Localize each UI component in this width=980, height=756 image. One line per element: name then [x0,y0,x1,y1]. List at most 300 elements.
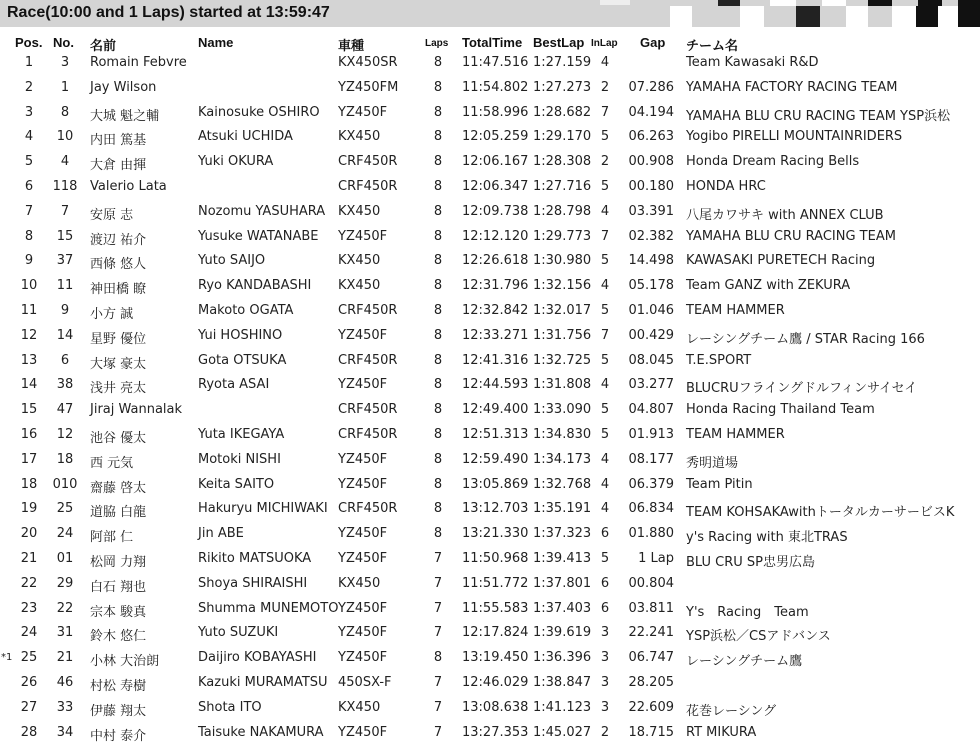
in-lap: 6 [600,600,610,616]
in-lap: 2 [600,154,610,170]
best-lap: 1:35.191 [533,501,592,517]
best-lap: 1:39.413 [533,551,592,566]
position: 8 [24,228,34,244]
laps: 8 [433,650,443,666]
title-bar [0,0,980,27]
position: 11 [20,303,38,318]
total-time: 12:31.796 [462,278,529,294]
gap: 22.241 [628,625,674,641]
rider-name: Yui HOSHINO [198,327,283,343]
position: 18 [20,476,38,492]
total-time: 12:26.618 [462,253,529,269]
bike-number: 01 [56,551,74,566]
total-time: 12:49.400 [462,402,529,418]
table-row [0,229,980,254]
rider-name: Yuki OKURA [198,154,274,170]
machine: KX450 [338,129,381,145]
gap: 06.747 [628,650,674,666]
best-lap: 1:32.017 [533,303,592,318]
best-lap: 1:29.773 [533,228,592,244]
machine: YZ450F [338,228,388,244]
best-lap: 1:41.123 [533,699,592,715]
laps: 8 [433,427,443,442]
best-lap: 1:34.173 [533,451,592,467]
table-row [0,129,980,154]
laps: 8 [433,228,443,244]
position: 14 [20,377,38,393]
machine: KX450SR [338,55,398,70]
gap: 22.609 [628,699,674,715]
bike-number: 38 [56,377,74,393]
table-row [0,278,980,303]
rider-name: Keita SAITO [198,476,275,492]
position: 4 [24,129,34,145]
machine: YZ450F [338,377,388,393]
in-lap: 4 [600,451,610,467]
team-name: YAMAHA FACTORY RACING TEAM [686,79,898,95]
rider-name: Yusuke WATANABE [198,228,319,244]
header-inlap: InLap [591,38,618,49]
rider-name: Jin ABE [198,526,244,542]
bike-number: 18 [56,451,74,467]
rider-name-jp: 中村 泰介 [90,728,147,744]
table-row [0,427,980,452]
gap: 07.286 [628,79,674,95]
best-lap: 1:31.808 [533,377,592,393]
rider-name-jp: 道脇 白龍 [90,505,147,521]
in-lap: 5 [600,402,610,418]
total-time: 11:50.968 [462,551,529,566]
position: 23 [20,600,38,616]
total-time: 11:47.516 [462,55,529,70]
rider-name-jp: Jay Wilson [90,79,157,95]
laps: 8 [433,526,443,542]
in-lap: 4 [600,377,610,393]
position: 25 [20,650,38,666]
in-lap: 7 [600,228,610,244]
position: 2 [24,79,34,95]
header-name: Name [198,35,234,50]
best-lap: 1:37.801 [533,575,592,591]
gap: 01.046 [628,303,674,318]
table-row [0,452,980,477]
laps: 7 [433,724,443,740]
gap: 06.379 [628,476,674,492]
best-lap: 1:28.308 [533,154,592,170]
position: 17 [20,451,38,467]
team-name: 花巻レーシング [686,703,777,719]
bike-number: 24 [56,526,74,542]
header-gap: Gap [640,35,666,50]
in-lap: 5 [600,303,610,318]
rider-name-jp: 小林 大治朗 [90,654,160,670]
team-name: Team GANZ with ZEKURA [686,278,851,294]
laps: 8 [433,501,443,517]
best-lap: 1:36.396 [533,650,592,666]
gap: 00.429 [628,327,674,343]
gap: 01.913 [628,427,674,442]
table-row [0,179,980,204]
gap: 1 Lap [638,551,674,566]
position: 20 [20,526,38,542]
best-lap: 1:33.090 [533,402,592,418]
gap: 00.180 [628,179,674,194]
total-time: 12:12.120 [462,228,529,244]
position: 28 [20,724,38,740]
header-pos: Pos. [15,35,43,50]
gap: 05.178 [628,278,674,294]
rider-name-jp: 齋藤 啓太 [90,480,147,496]
table-row [0,576,980,601]
rider-name-jp: 阿部 仁 [90,530,134,546]
rider-name-jp: 内田 篤基 [90,133,147,149]
gap: 00.804 [628,575,674,591]
machine: KX450 [338,575,381,591]
best-lap: 1:39.619 [533,625,592,641]
best-lap: 1:28.682 [533,104,592,120]
total-time: 11:58.996 [462,104,529,120]
team-name: BLUCRUフライングドルフィンサイセイ [686,381,918,397]
bike-number: 9 [60,303,70,318]
bike-number: 25 [56,501,74,517]
team-name: y's Racing with 東北TRAS [686,530,848,546]
rider-name: Ryota ASAI [198,377,270,393]
total-time: 12:06.347 [462,179,529,194]
table-row [0,377,980,402]
team-name: Team Pitin [686,476,753,492]
best-lap: 1:32.768 [533,476,592,492]
table-row [0,55,980,80]
bike-number: 46 [56,675,74,690]
in-lap: 4 [600,55,610,70]
header-total-time: TotalTime [462,35,523,50]
team-name: レーシングチーム鷹 / STAR Racing 166 [686,331,925,347]
bike-number: 4 [60,154,70,170]
bike-number: 22 [56,600,74,616]
rider-name: Shoya SHIRAISHI [198,575,308,591]
rider-name-jp: 松岡 力翔 [90,555,147,570]
team-name: T.E.SPORT [686,352,752,368]
table-header [0,35,980,55]
total-time: 11:55.583 [462,600,529,616]
table-row [0,328,980,353]
bike-number: 10 [56,129,74,145]
team-name: RT MIKURA [686,724,757,740]
table-row [0,402,980,427]
machine: CRF450R [338,154,398,170]
gap: 03.277 [628,377,674,393]
position: 10 [20,278,38,294]
position: 9 [24,253,34,269]
best-lap: 1:34.830 [533,427,592,442]
machine: KX450 [338,278,381,294]
bike-number: 7 [60,203,70,219]
best-lap: 1:32.725 [533,352,592,368]
total-time: 12:51.313 [462,427,529,442]
row-mark: *1 [1,652,13,664]
rider-name-jp: 西條 悠人 [90,257,147,273]
best-lap: 1:37.403 [533,600,592,616]
position: 24 [20,625,38,641]
rider-name: Hakuryu MICHIWAKI [198,501,328,517]
machine: YZ450F [338,526,388,542]
laps: 8 [433,377,443,393]
table-row [0,253,980,278]
table-row [0,204,980,229]
laps: 8 [433,55,443,70]
team-name: BLU CRU SP忠男広島 [686,555,816,570]
rider-name-jp: 浅井 亮太 [90,381,147,397]
table-row [0,80,980,105]
rider-name: Shota ITO [198,699,262,715]
gap: 01.880 [628,526,674,542]
rider-name-jp: 大倉 由揮 [90,158,147,174]
position: 5 [24,154,34,170]
machine: YZ450F [338,476,388,492]
table-row [0,625,980,650]
in-lap: 4 [600,476,610,492]
team-name: TEAM KOHSAKAwithトータルカーサービスK [686,505,955,521]
rider-name-jp: Romain Febvre [90,55,187,70]
rider-name: Kainosuke OSHIRO [198,104,320,120]
table-row [0,501,980,526]
in-lap: 5 [600,179,610,194]
position: 3 [24,104,34,120]
gap: 08.177 [628,451,674,467]
rider-name: Makoto OGATA [198,303,294,318]
total-time: 12:09.738 [462,203,529,219]
team-name: レーシングチーム鷹 [686,654,803,670]
table-row [0,551,980,576]
team-name: 八尾カワサキ with ANNEX CLUB [686,207,884,223]
rider-name-jp: 西 元気 [90,455,134,471]
in-lap: 3 [600,699,610,715]
total-time: 11:54.802 [462,79,529,95]
total-time: 13:08.638 [462,699,529,715]
laps: 8 [433,402,443,418]
gap: 04.194 [628,104,674,120]
team-name: TEAM HAMMER [686,427,785,442]
machine: CRF450R [338,179,398,194]
rider-name: Ryo KANDABASHI [198,278,312,294]
bike-number: 33 [56,699,74,715]
total-time: 12:17.824 [462,625,529,641]
machine: KX450 [338,203,381,219]
gap: 14.498 [628,253,674,269]
table-row [0,303,980,328]
rider-name-jp: 星野 優位 [90,331,147,347]
bike-number: 8 [60,104,70,120]
bike-number: 34 [56,724,74,740]
rider-name-jp: 宗本 駿真 [90,604,147,620]
total-time: 13:27.353 [462,724,529,740]
machine: KX450 [338,253,381,269]
gap: 06.263 [628,129,674,145]
team-name: Honda Dream Racing Bells [686,154,860,170]
position: 15 [20,402,38,418]
total-time: 12:59.490 [462,451,529,467]
machine: YZ450F [338,327,388,343]
header-laps: Laps [425,38,449,49]
in-lap: 5 [600,253,610,269]
bike-number: 1 [60,79,70,95]
table-row [0,154,980,179]
total-time: 13:12.703 [462,501,529,517]
bike-number: 21 [56,650,74,666]
gap: 08.045 [628,352,674,368]
bike-number: 37 [56,253,74,269]
in-lap: 2 [600,79,610,95]
in-lap: 5 [600,551,610,566]
best-lap: 1:45.027 [533,724,592,740]
table-row [0,675,980,700]
table-row [0,477,980,502]
in-lap: 4 [600,278,610,294]
rider-name-jp: 渡辺 祐介 [90,232,147,248]
table-row [0,353,980,378]
gap: 03.391 [628,203,674,219]
laps: 7 [433,625,443,641]
position: 6 [24,179,34,194]
best-lap: 1:27.159 [533,55,592,70]
laps: 8 [433,154,443,170]
rider-name-jp: Valerio Lata [90,179,167,194]
best-lap: 1:31.756 [533,327,592,343]
team-name: Honda Racing Thailand Team [686,402,875,418]
best-lap: 1:27.273 [533,79,592,95]
team-name: YSP浜松／CSアドバンス [686,629,831,645]
team-name: 秀明道場 [686,455,739,471]
bike-number: 6 [60,352,70,368]
gap: 03.811 [628,600,674,616]
table-row [0,650,980,675]
total-time: 12:41.316 [462,352,529,368]
header-team: チーム名 [686,38,739,53]
bike-number: 12 [56,427,74,442]
total-time: 12:33.271 [462,327,529,343]
in-lap: 3 [600,625,610,641]
gap: 06.834 [628,501,674,517]
machine: CRF450R [338,352,398,368]
rider-name: Yuto SAIJO [198,253,266,269]
total-time: 11:51.772 [462,575,529,591]
rider-name-jp: 大城 魁之輔 [90,108,160,124]
checkered-flag-icon [600,0,980,27]
rider-name-jp: 安原 志 [90,207,134,223]
header-best-lap: BestLap [533,35,585,50]
team-name: YAMAHA BLU CRU RACING TEAM YSP浜松 [686,108,951,124]
machine: YZ450F [338,551,388,566]
gap: 02.382 [628,228,674,244]
in-lap: 4 [600,203,610,219]
best-lap: 1:38.847 [533,675,592,690]
bike-number: 29 [56,575,74,591]
table-row [0,700,980,725]
rider-name: Shumma MUNEMOTO [198,600,339,616]
bike-number: 11 [56,278,74,294]
best-lap: 1:30.980 [533,253,592,269]
in-lap: 7 [600,104,610,120]
team-name: Yogibo PIRELLI MOUNTAINRIDERS [686,129,903,145]
machine: YZ450F [338,104,388,120]
bike-number: 010 [52,476,78,492]
best-lap: 1:32.156 [533,278,592,294]
gap: 04.807 [628,402,674,418]
rider-name-jp: 大塚 豪太 [90,356,147,372]
laps: 8 [433,327,443,343]
table-row [0,725,980,750]
machine: CRF450R [338,427,398,442]
rider-name-jp: Jiraj Wannalak [90,402,183,418]
in-lap: 5 [600,129,610,145]
total-time: 13:19.450 [462,650,529,666]
laps: 8 [433,253,443,269]
laps: 8 [433,179,443,194]
rider-name: Kazuki MURAMATSU [198,675,328,690]
rider-name-jp: 神田橋 瞭 [90,282,147,298]
laps: 8 [433,352,443,368]
laps: 7 [433,575,443,591]
laps: 7 [433,699,443,715]
rider-name: Yuta IKEGAYA [198,427,285,442]
laps: 8 [433,476,443,492]
machine: KX450 [338,699,381,715]
rider-name: Atsuki UCHIDA [198,129,293,145]
best-lap: 1:29.170 [533,129,592,145]
rider-name-jp: 村松 寿樹 [90,679,147,694]
machine: YZ450F [338,600,388,616]
total-time: 13:05.869 [462,476,529,492]
team-name: Team Kawasaki R&D [686,55,819,70]
best-lap: 1:27.716 [533,179,592,194]
rider-name: Taisuke NAKAMURA [198,724,324,740]
team-name: HONDA HRC [686,179,766,194]
bike-number: 15 [56,228,74,244]
rider-name: Yuto SUZUKI [198,625,279,641]
machine: 450SX-F [338,675,392,690]
gap: 28.205 [628,675,674,690]
total-time: 12:32.842 [462,303,529,318]
header-machine: 車種 [338,38,365,53]
table-row [0,526,980,551]
machine: CRF450R [338,303,398,318]
position: 12 [20,327,38,343]
table-row [0,105,980,130]
gap: 00.908 [628,154,674,170]
total-time: 12:05.259 [462,129,529,145]
position: 16 [20,427,38,442]
position: 21 [20,551,38,566]
position: 19 [20,501,38,517]
rider-name: Nozomu YASUHARA [198,203,326,219]
laps: 8 [433,451,443,467]
total-time: 12:46.029 [462,675,529,690]
team-name: KAWASAKI PURETECH Racing [686,253,876,269]
in-lap: 2 [600,724,610,740]
total-time: 12:06.167 [462,154,529,170]
laps: 7 [433,600,443,616]
rider-name-jp: 池谷 優太 [90,431,147,446]
position: 26 [20,675,38,690]
in-lap: 5 [600,427,610,442]
machine: YZ450F [338,724,388,740]
in-lap: 3 [600,675,610,690]
in-lap: 4 [600,501,610,517]
machine: YZ450F [338,451,388,467]
laps: 8 [433,303,443,318]
rider-name: Motoki NISHI [198,451,281,467]
bike-number: 31 [56,625,74,641]
